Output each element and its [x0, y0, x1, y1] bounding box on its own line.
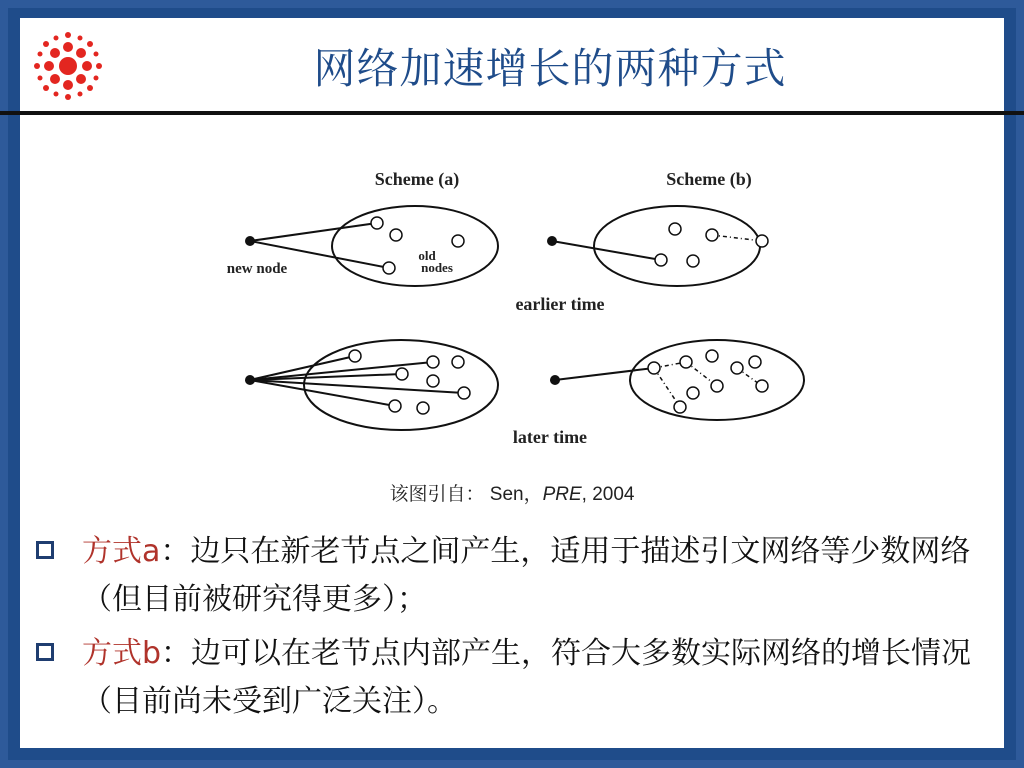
new-node-dot: [245, 236, 255, 246]
source-caption: [0, 479, 1024, 506]
later-time-label: later time: [512, 427, 588, 447]
square-bullet-icon: [36, 643, 54, 661]
bullet-text: ：边可以在老节点内部产生，符合大多数实际网络的增长情况（目前尚未受到广泛关注）。: [82, 636, 972, 719]
new-node-dot: [550, 375, 560, 385]
scheme-b-label: Scheme (b): [666, 169, 752, 189]
caption-suffix: , 2004: [581, 484, 635, 505]
bullet-key: 方式a: [82, 534, 161, 569]
caption-prefix: 该图引自： Sen，: [389, 484, 543, 505]
header: [20, 18, 1004, 110]
bullet-item-scheme-a: [30, 528, 1000, 624]
old-nodes-label-line1: old: [418, 248, 436, 263]
square-bullet-icon: [36, 541, 54, 559]
earlier-time-label: earlier time: [515, 294, 605, 314]
new-node-dot: [245, 375, 255, 385]
scheme-a-label: Scheme (a): [374, 169, 460, 189]
growth-schemes-diagram: [205, 160, 825, 460]
bullet-key: 方式b: [82, 636, 162, 671]
caption-journal: PRE: [542, 484, 582, 505]
old-nodes-ellipse: [332, 206, 498, 286]
red-dot-network-logo-icon: [32, 30, 104, 102]
page-title: 网络加速增长的两种方式: [313, 44, 787, 93]
bullet-item-scheme-b: [30, 630, 1000, 726]
bullet-text: ：边只在新老节点之间产生，适用于描述引文网络等少数网络（但目前被研究得更多）；: [82, 534, 971, 617]
old-nodes-ellipse: [594, 206, 760, 286]
title-divider: [0, 111, 1024, 115]
old-nodes-label-line2: nodes: [421, 260, 453, 275]
new-node-label: new node: [226, 261, 288, 277]
new-node-dot: [547, 236, 557, 246]
bullet-list: [30, 528, 1000, 732]
